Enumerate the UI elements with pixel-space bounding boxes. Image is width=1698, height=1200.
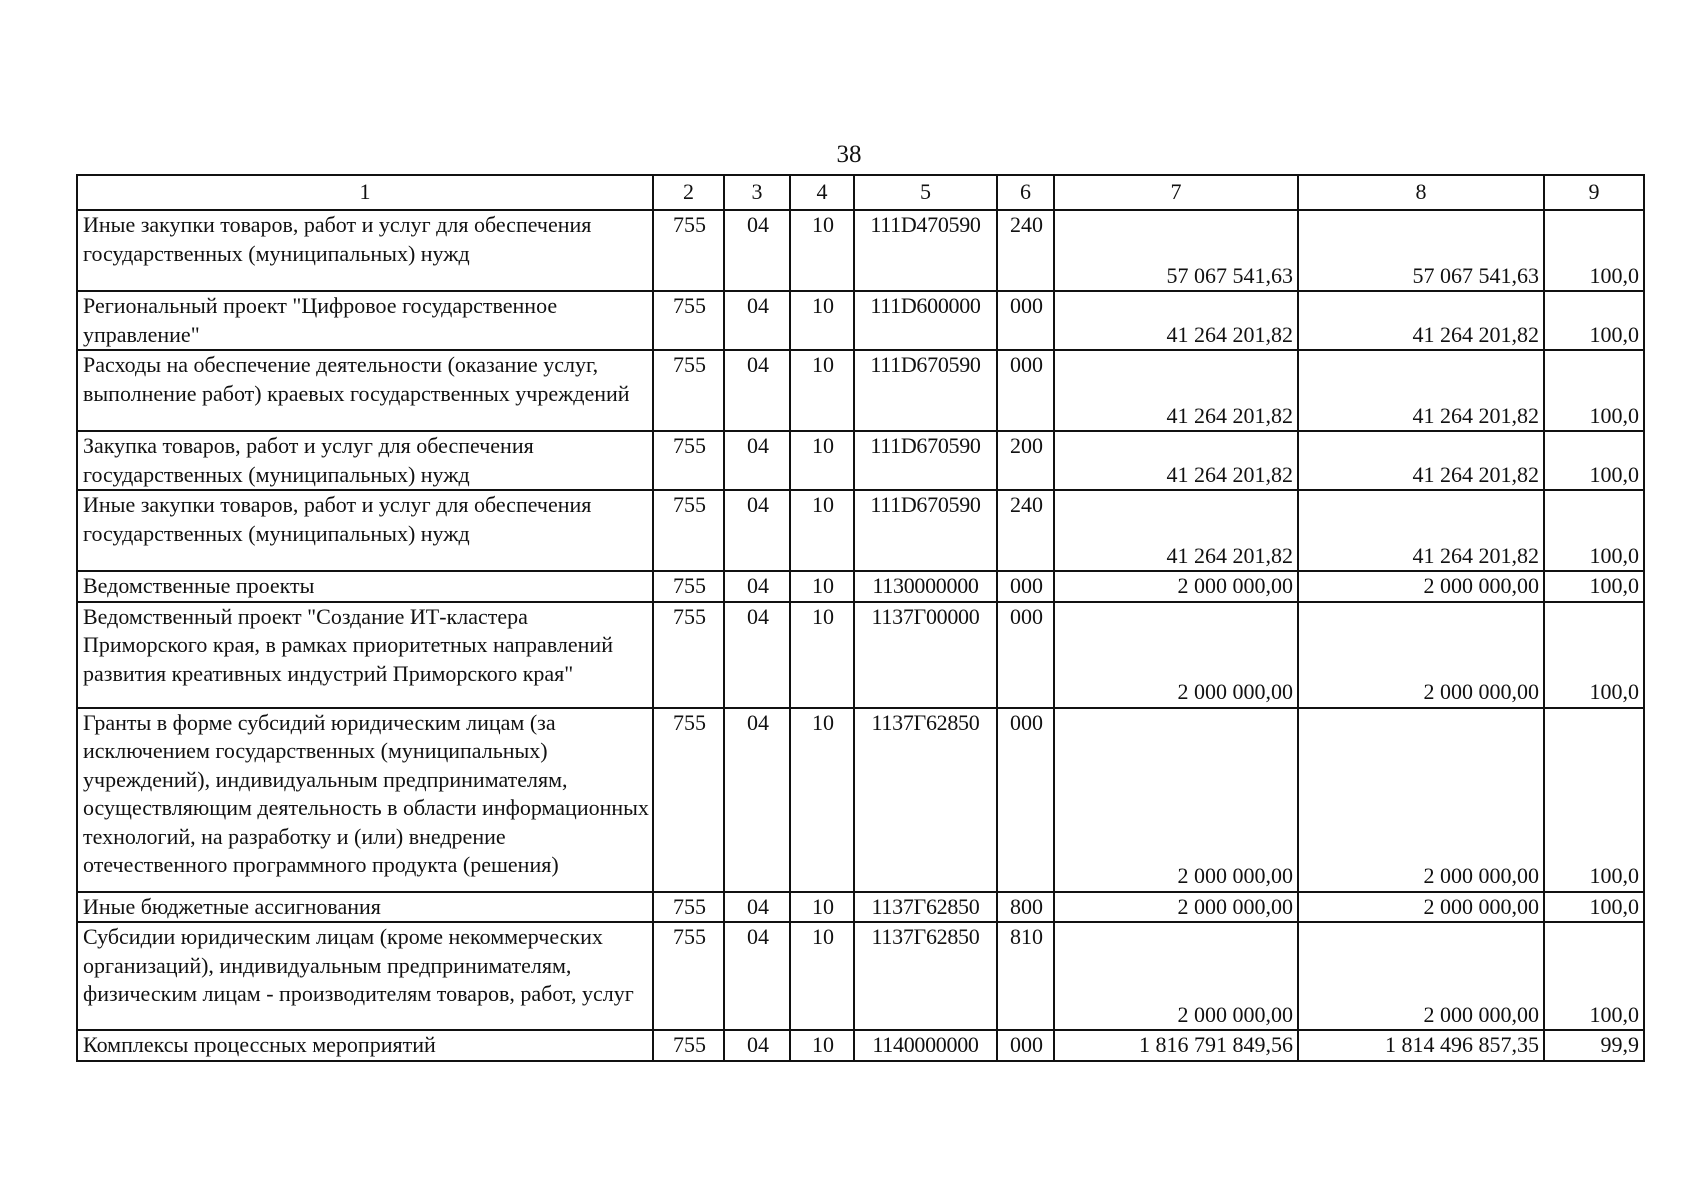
expense-type-cell: 000 (997, 571, 1054, 602)
execution-percent-cell: 100,0 (1544, 708, 1644, 892)
admin-code-cell: 755 (653, 922, 724, 1030)
row-name-cell: Закупка товаров, работ и услуг для обеспечения государственных (муниципальных) нужд (77, 431, 653, 490)
section-code-cell: 04 (724, 602, 790, 708)
admin-code-cell: 755 (653, 490, 724, 571)
expense-type-cell: 240 (997, 490, 1054, 571)
header-cell: 3 (724, 175, 790, 210)
execution-percent-cell: 100,0 (1544, 602, 1644, 708)
expense-type-cell: 810 (997, 922, 1054, 1030)
admin-code-cell: 755 (653, 708, 724, 892)
section-code-cell: 04 (724, 350, 790, 431)
admin-code-cell: 755 (653, 602, 724, 708)
header-cell: 1 (77, 175, 653, 210)
section-code-cell: 04 (724, 1030, 790, 1061)
row-name-cell: Расходы на обеспечение деятельности (оказание услуг, выполнение работ) краевых государственных учреждений (77, 350, 653, 431)
target-article-cell: 1137Г62850 (854, 892, 997, 923)
table-row (77, 291, 1644, 350)
subsection-code-cell: 10 (790, 210, 854, 291)
executed-amount-cell: 41 264 201,82 (1298, 291, 1544, 350)
target-article-cell: 111D470590 (854, 210, 997, 291)
table-body (77, 175, 1644, 1061)
admin-code-cell: 755 (653, 431, 724, 490)
section-code-cell: 04 (724, 210, 790, 291)
row-name-cell: Гранты в форме субсидий юридическим лицам (за исключением государственных (муниципальных) учреждений), индивидуальным предпринимателям, осуществляющим деятельность в области информационных технологий, на разработку и (или) внедрение отечественного программного продукта (решения) (77, 708, 653, 892)
subsection-code-cell: 10 (790, 708, 854, 892)
header-cell: 6 (997, 175, 1054, 210)
subsection-code-cell: 10 (790, 922, 854, 1030)
table-row (77, 602, 1644, 708)
execution-percent-cell: 100,0 (1544, 291, 1644, 350)
planned-amount-cell: 2 000 000,00 (1054, 602, 1298, 708)
row-name-cell: Региональный проект "Цифровое государственное управление" (77, 291, 653, 350)
planned-amount-cell: 41 264 201,82 (1054, 490, 1298, 571)
row-name-cell: Ведомственные проекты (77, 571, 653, 602)
executed-amount-cell: 2 000 000,00 (1298, 602, 1544, 708)
subsection-code-cell: 10 (790, 490, 854, 571)
planned-amount-cell: 2 000 000,00 (1054, 708, 1298, 892)
table-row (77, 708, 1644, 892)
execution-percent-cell: 100,0 (1544, 210, 1644, 291)
planned-amount-cell: 1 816 791 849,56 (1054, 1030, 1298, 1061)
planned-amount-cell: 2 000 000,00 (1054, 922, 1298, 1030)
table-row (77, 490, 1644, 571)
header-cell: 7 (1054, 175, 1298, 210)
executed-amount-cell: 41 264 201,82 (1298, 350, 1544, 431)
execution-percent-cell: 100,0 (1544, 350, 1644, 431)
section-code-cell: 04 (724, 490, 790, 571)
table-header-row (77, 175, 1644, 210)
expense-type-cell: 800 (997, 892, 1054, 923)
section-code-cell: 04 (724, 892, 790, 923)
executed-amount-cell: 1 814 496 857,35 (1298, 1030, 1544, 1061)
section-code-cell: 04 (724, 571, 790, 602)
admin-code-cell: 755 (653, 291, 724, 350)
planned-amount-cell: 41 264 201,82 (1054, 431, 1298, 490)
target-article-cell: 111D670590 (854, 490, 997, 571)
table-row (77, 210, 1644, 291)
header-cell: 8 (1298, 175, 1544, 210)
row-name-cell: Иные закупки товаров, работ и услуг для обеспечения государственных (муниципальных) нужд (77, 490, 653, 571)
target-article-cell: 1137Г62850 (854, 922, 997, 1030)
subsection-code-cell: 10 (790, 431, 854, 490)
executed-amount-cell: 2 000 000,00 (1298, 571, 1544, 602)
header-cell: 5 (854, 175, 997, 210)
execution-percent-cell: 100,0 (1544, 571, 1644, 602)
subsection-code-cell: 10 (790, 602, 854, 708)
executed-amount-cell: 57 067 541,63 (1298, 210, 1544, 291)
execution-percent-cell: 100,0 (1544, 431, 1644, 490)
subsection-code-cell: 10 (790, 892, 854, 923)
admin-code-cell: 755 (653, 210, 724, 291)
header-cell: 9 (1544, 175, 1644, 210)
budget-table (76, 174, 1645, 1062)
table-row (77, 571, 1644, 602)
planned-amount-cell: 57 067 541,63 (1054, 210, 1298, 291)
admin-code-cell: 755 (653, 892, 724, 923)
table-row (77, 431, 1644, 490)
target-article-cell: 1137Г62850 (854, 708, 997, 892)
planned-amount-cell: 2 000 000,00 (1054, 571, 1298, 602)
subsection-code-cell: 10 (790, 1030, 854, 1061)
planned-amount-cell: 41 264 201,82 (1054, 291, 1298, 350)
admin-code-cell: 755 (653, 571, 724, 602)
executed-amount-cell: 41 264 201,82 (1298, 431, 1544, 490)
row-name-cell: Иные закупки товаров, работ и услуг для обеспечения государственных (муниципальных) нужд (77, 210, 653, 291)
expense-type-cell: 000 (997, 350, 1054, 431)
expense-type-cell: 200 (997, 431, 1054, 490)
row-name-cell: Субсидии юридическим лицам (кроме некоммерческих организаций), индивидуальным предпринимателям, физическим лицам - производителям товаров, работ, услуг (77, 922, 653, 1030)
admin-code-cell: 755 (653, 350, 724, 431)
execution-percent-cell: 99,9 (1544, 1030, 1644, 1061)
execution-percent-cell: 100,0 (1544, 892, 1644, 923)
row-name-cell: Ведомственный проект "Создание ИТ-кластера Приморского края, в рамках приоритетных направлений развития креативных индустрий Приморского края" (77, 602, 653, 708)
subsection-code-cell: 10 (790, 291, 854, 350)
admin-code-cell: 755 (653, 1030, 724, 1061)
page-number: 38 (836, 141, 862, 168)
target-article-cell: 1137Г00000 (854, 602, 997, 708)
executed-amount-cell: 2 000 000,00 (1298, 892, 1544, 923)
table-row (77, 922, 1644, 1030)
target-article-cell: 1140000000 (854, 1030, 997, 1061)
row-name-cell: Иные бюджетные ассигнования (77, 892, 653, 923)
header-cell: 2 (653, 175, 724, 210)
executed-amount-cell: 2 000 000,00 (1298, 708, 1544, 892)
executed-amount-cell: 2 000 000,00 (1298, 922, 1544, 1030)
table-row (77, 350, 1644, 431)
table-row (77, 892, 1644, 923)
subsection-code-cell: 10 (790, 571, 854, 602)
execution-percent-cell: 100,0 (1544, 922, 1644, 1030)
section-code-cell: 04 (724, 291, 790, 350)
target-article-cell: 111D670590 (854, 350, 997, 431)
row-name-cell: Комплексы процессных мероприятий (77, 1030, 653, 1061)
target-article-cell: 1130000000 (854, 571, 997, 602)
expense-type-cell: 000 (997, 291, 1054, 350)
planned-amount-cell: 41 264 201,82 (1054, 350, 1298, 431)
expense-type-cell: 000 (997, 708, 1054, 892)
expense-type-cell: 240 (997, 210, 1054, 291)
section-code-cell: 04 (724, 708, 790, 892)
planned-amount-cell: 2 000 000,00 (1054, 892, 1298, 923)
target-article-cell: 111D600000 (854, 291, 997, 350)
table-row (77, 1030, 1644, 1061)
target-article-cell: 111D670590 (854, 431, 997, 490)
section-code-cell: 04 (724, 431, 790, 490)
section-code-cell: 04 (724, 922, 790, 1030)
execution-percent-cell: 100,0 (1544, 490, 1644, 571)
header-cell: 4 (790, 175, 854, 210)
executed-amount-cell: 41 264 201,82 (1298, 490, 1544, 571)
expense-type-cell: 000 (997, 1030, 1054, 1061)
expense-type-cell: 000 (997, 602, 1054, 708)
subsection-code-cell: 10 (790, 350, 854, 431)
